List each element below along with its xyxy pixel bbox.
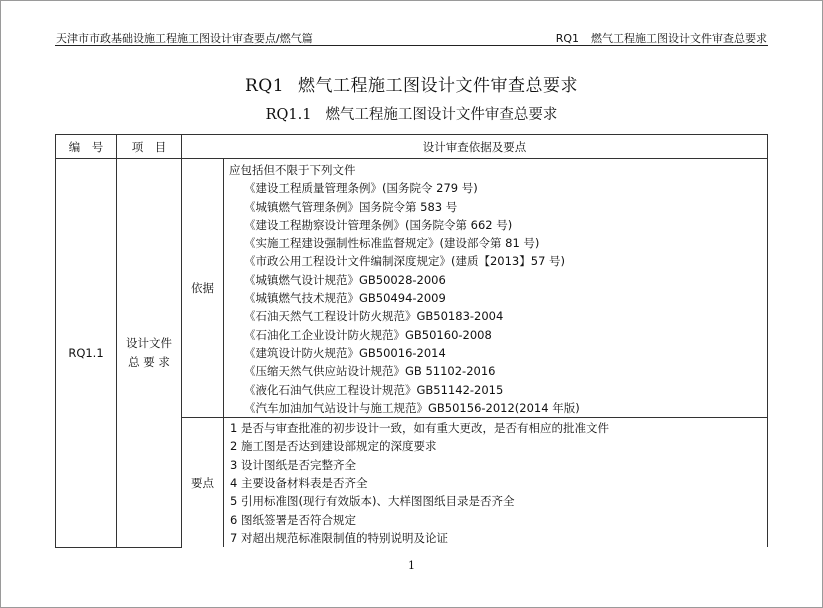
document-title-text: 燃气工程施工图设计文件审查总要求 [298, 76, 579, 96]
row-number: RQ1.1 [56, 159, 117, 548]
document-title [0, 71, 823, 96]
basis-label: 依据 [182, 159, 224, 418]
points-list [224, 418, 768, 548]
basis-item: 《城镇燃气管理条例》国务院令第 583 号 [244, 199, 458, 214]
running-header-left: 天津市市政基础设施工程施工图设计审查要点/燃气篇 [56, 32, 313, 45]
point-item: 3 设计图纸是否完整齐全 [230, 457, 356, 472]
basis-item: 《液化石油气供应工程设计规范》GB51142-2015 [244, 382, 504, 397]
section-title-text: 燃气工程施工图设计文件审查总要求 [325, 107, 558, 123]
basis-list [224, 159, 768, 418]
basis-item: 《实施工程建设强制性标准监督规定》(建设部令第 81 号) [244, 236, 540, 251]
review-table [55, 134, 768, 548]
table-row [56, 159, 768, 418]
basis-item: 《石油化工企业设计防火规范》GB50160-2008 [244, 327, 492, 342]
basis-item: 《建设工程勘察设计管理条例》(国务院令第 662 号) [244, 217, 513, 232]
point-item: 2 施工图是否达到建设部规定的深度要求 [230, 439, 437, 454]
table-header-row [56, 135, 768, 159]
running-header-code: RQ1 [555, 32, 579, 45]
basis-item: 《石油天然气工程设计防火规范》GB50183-2004 [244, 309, 504, 324]
header-no: 编 号 [56, 135, 117, 159]
basis-intro: 应包括但不限于下列文件 [229, 163, 356, 177]
point-item: 1 是否与审查批准的初步设计一致，如有重大更改，是否有相应的批准文件 [230, 421, 609, 436]
basis-item: 《汽车加油加气站设计与施工规范》GB50156-2012(2014 年版) [244, 400, 580, 415]
basis-item: 《压缩天然气供应站设计规范》GB 51102-2016 [244, 364, 496, 379]
point-item: 6 图纸签署是否符合规定 [230, 512, 356, 527]
basis-item: 《市政公用工程设计文件编制深度规定》(建质【2013】57 号) [244, 254, 566, 269]
basis-item: 《城镇燃气技术规范》GB50494-2009 [244, 291, 446, 306]
basis-item: 《城镇燃气设计规范》GB50028-2006 [244, 272, 446, 287]
header-item: 项 目 [117, 135, 182, 159]
point-item: 7 对超出规范标准限制值的特别说明及论证 [230, 530, 448, 545]
point-item: 5 引用标准图(现行有效版本)、大样图图纸目录是否齐全 [230, 494, 515, 509]
header-rule [55, 45, 768, 46]
row-item [117, 159, 182, 548]
header-content: 设计审查依据及要点 [182, 135, 768, 159]
row-item-line: 总 要 求 [128, 354, 170, 369]
basis-item: 《建筑设计防火规范》GB50016-2014 [244, 345, 446, 360]
basis-item: 《建设工程质量管理条例》(国务院令 279 号) [244, 181, 478, 196]
running-header-title: 燃气工程施工图设计文件审查总要求 [591, 32, 767, 45]
points-label: 要点 [182, 418, 224, 548]
row-item-line: 设计文件 [126, 335, 172, 350]
section-title [0, 103, 823, 124]
section-title-code: RQ1.1 [265, 107, 312, 123]
running-header-right [556, 30, 767, 46]
document-title-code: RQ1 [244, 76, 285, 96]
page-number: 1 [408, 559, 415, 572]
point-item: 4 主要设备材料表是否齐全 [230, 476, 368, 491]
